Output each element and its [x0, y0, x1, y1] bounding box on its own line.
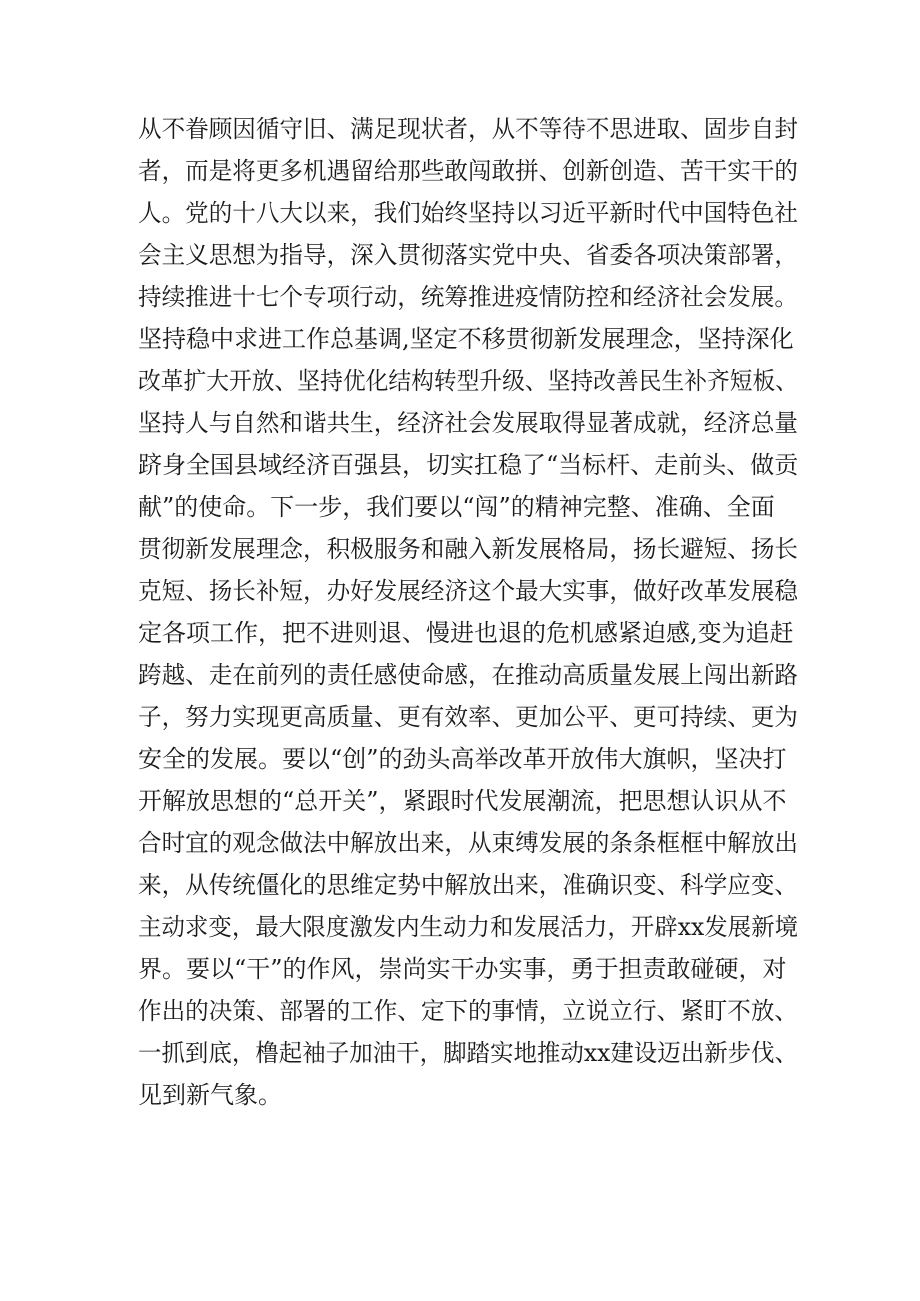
text-line-21: 界。要以“干”的作风，崇尚实干办实事，勇于担责敢碰硬，对: [138, 955, 787, 983]
text-line-12: 克短、扬长补短，办好发展经济这个最大实事，做好改革发展稳: [138, 577, 798, 605]
text-line-18: 合时宜的观念做法中解放出来，从束缚发展的条条框框中解放出: [138, 829, 798, 857]
text-line-02: 者，而是将更多机遇留给那些敢闯敢拼、创新创造、苦干实干的: [138, 157, 798, 185]
text-line-04: 会主义思想为指导，深入贯彻落实党中央、省委各项决策部署，: [138, 241, 798, 269]
text-line-16: 安全的发展。要以“创”的劲头高举改革开放伟大旗帜，坚决打: [138, 745, 787, 773]
text-line-11: 贯彻新发展理念，积极服务和融入新发展格局，扬长避短、扬长: [138, 535, 798, 563]
text-line-15: 子，努力实现更高质量、更有效率、更加公平、更可持续、更为: [138, 703, 798, 731]
text-line-10: 献”的使命。下一步，我们要以“闯”的精神完整、准确、全面: [138, 493, 775, 521]
text-line-23: 一抓到底，橹起袖子加油干，脚踏实地推动xx建设迈出新步伐、: [138, 1039, 799, 1067]
text-line-13: 定各项工作，把不进则退、慢进也退的危机感紧迫感,变为追赶: [138, 619, 794, 647]
text-line-14: 跨越、走在前列的责任感使命感，在推动高质量发展上闯出新路: [138, 661, 798, 689]
text-line-07: 改革扩大开放、坚持优化结构转型升级、坚持改善民生补齐短板、: [138, 367, 798, 395]
text-line-17: 开解放思想的“总开关”，紧跟时代发展潮流，把思想认识从不: [138, 787, 787, 815]
text-line-08: 坚持人与自然和谐共生，经济社会发展取得显著成就，经济总量: [138, 409, 798, 437]
text-line-20: 主动求变，最大限度激发内生动力和发展活力，开辟xx发展新境: [138, 913, 799, 941]
body-paragraph: [138, 108, 798, 1116]
text-line-03: 人。党的十八大以来，我们始终坚持以习近平新时代中国特色社: [138, 199, 798, 227]
text-line-22: 作出的决策、部署的工作、定下的事情，立说立行、紧盯不放、: [138, 997, 798, 1025]
text-line-05: 持续推进十七个专项行动，统筹推进疫情防控和经济社会发展。: [138, 283, 798, 311]
text-line-24: 见到新气象。: [138, 1081, 282, 1109]
text-line-01: 从不眷顾因循守旧、满足现状者，从不等待不思进取、固步自封: [138, 115, 798, 143]
text-line-19: 来，从传统僵化的思维定势中解放出来，准确识变、科学应变、: [138, 871, 798, 899]
text-line-06: 坚持稳中求进工作总基调,坚定不移贯彻新发展理念，坚持深化: [138, 325, 794, 353]
text-line-09: 跻身全国县域经济百强县，切实扛稳了“当标杆、走前头、做贡: [138, 451, 799, 479]
